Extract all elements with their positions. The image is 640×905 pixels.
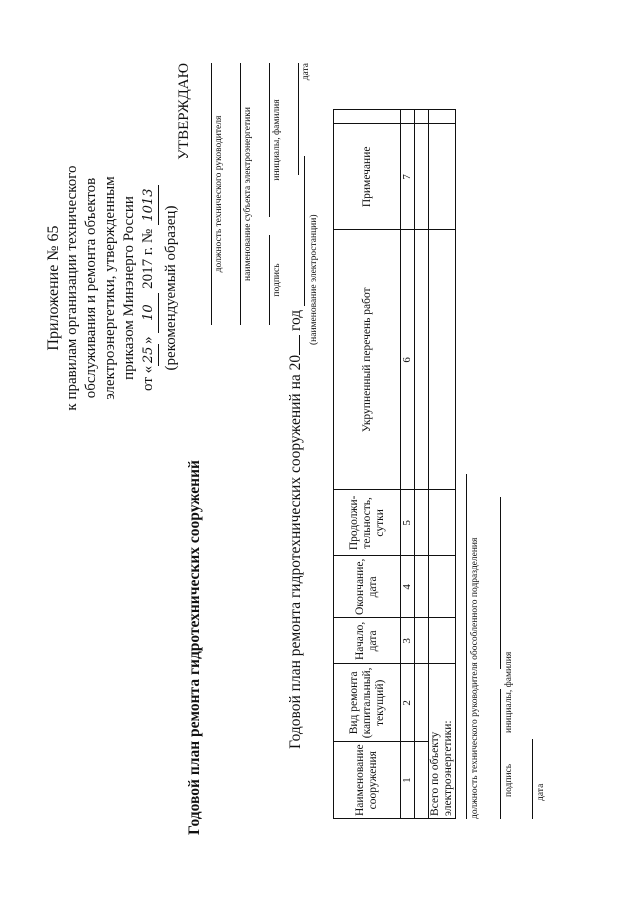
document-title: Годовой план ремонта гидротехнических сооружений — [186, 460, 203, 835]
footer-signature-caption: подпись — [504, 763, 514, 797]
table-row — [415, 110, 429, 819]
date-month: 10 — [139, 293, 159, 333]
table-number-row — [401, 110, 415, 819]
table-cell — [429, 230, 456, 490]
total-label: Всего по объекту электроэнергетики: — [429, 664, 456, 819]
header-work-list: Укрупненный перечень работ — [334, 230, 401, 490]
plan-title-text: Годовой план ремонта гидротехнических сооружений на 20 — [287, 354, 304, 749]
plan-title — [287, 156, 305, 749]
col-number: 2 — [401, 664, 415, 742]
table-total-row — [429, 110, 456, 819]
table-cell — [429, 490, 456, 556]
entity-line — [226, 63, 241, 325]
footer-date-caption: дата — [536, 783, 546, 801]
table-cell — [429, 556, 456, 618]
table-cell — [415, 664, 429, 742]
table-cell — [415, 742, 429, 819]
repair-plan-table — [333, 109, 456, 819]
order-number: 1013 — [139, 185, 159, 225]
name-caption: инициалы, фамилия — [272, 99, 282, 181]
header-structure-name: Наименование сооружения — [334, 742, 401, 819]
table-cell — [429, 110, 456, 124]
table-cell — [415, 110, 429, 124]
date-prefix: от « — [140, 365, 156, 391]
table-cell — [429, 618, 456, 664]
appendix-line-3: обслуживания и ремонта объектов — [83, 177, 99, 399]
table-cell — [401, 110, 415, 124]
position-line — [197, 63, 212, 325]
table-cell — [415, 124, 429, 230]
table-cell — [429, 124, 456, 230]
date-year: 2017 г. № — [140, 228, 156, 289]
date-day: 25 — [139, 344, 159, 366]
footer-name-caption: инициалы, фамилия — [504, 651, 514, 733]
footer-signature-line — [500, 689, 501, 819]
col-number: 1 — [401, 742, 415, 819]
appendix-line-2: к правилам организации технического — [64, 165, 80, 411]
station-blank — [290, 156, 305, 306]
signature-line — [255, 235, 270, 325]
date-quote: » — [140, 336, 156, 344]
order-date-line — [139, 118, 159, 458]
entity-caption: наименование субъекта электроэнергетики — [243, 107, 253, 281]
year-blank — [299, 335, 300, 355]
appendix-header — [44, 118, 181, 458]
footer-name-line — [500, 497, 501, 669]
plan-title-year-word: год — [287, 309, 304, 331]
approve-date-caption: дата — [301, 63, 311, 81]
table-header-row — [334, 110, 401, 819]
col-number: 3 — [401, 618, 415, 664]
sample-note: (рекомендуемый образец) — [163, 205, 179, 371]
table-cell — [415, 556, 429, 618]
col-number: 7 — [401, 124, 415, 230]
header-start-date: Начало, дата — [334, 618, 401, 664]
table-cell — [415, 618, 429, 664]
table-cell — [415, 490, 429, 556]
name-line — [255, 63, 270, 217]
header-note: Примечание — [334, 124, 401, 230]
col-number: 5 — [401, 490, 415, 556]
footer-position-line — [466, 474, 467, 819]
station-caption: (наименование электростанции) — [309, 214, 319, 345]
footer-position-caption: должность технического руководителя обособленного подразделения — [470, 537, 480, 819]
header-repair-type: Вид ремонта (капитальный, текущий) — [334, 664, 401, 742]
approve-word: УТВЕРЖДАЮ — [176, 63, 192, 160]
signature-caption: подпись — [272, 263, 282, 297]
signature-row — [255, 63, 284, 325]
header-extra — [334, 110, 401, 124]
footer-date-line — [532, 739, 533, 819]
col-number: 4 — [401, 556, 415, 618]
header-duration: Продолжи-тельность, сутки — [334, 490, 401, 556]
col-number: 6 — [401, 230, 415, 490]
position-caption: должность технического руководителя — [214, 115, 224, 273]
appendix-line-5: приказом Минэнерго России — [121, 196, 137, 380]
appendix-number: Приложение № 65 — [45, 225, 62, 351]
appendix-line-4: электроэнергетики, утвержденным — [102, 176, 118, 400]
table-cell — [415, 230, 429, 490]
header-end-date: Окончание, дата — [334, 556, 401, 618]
